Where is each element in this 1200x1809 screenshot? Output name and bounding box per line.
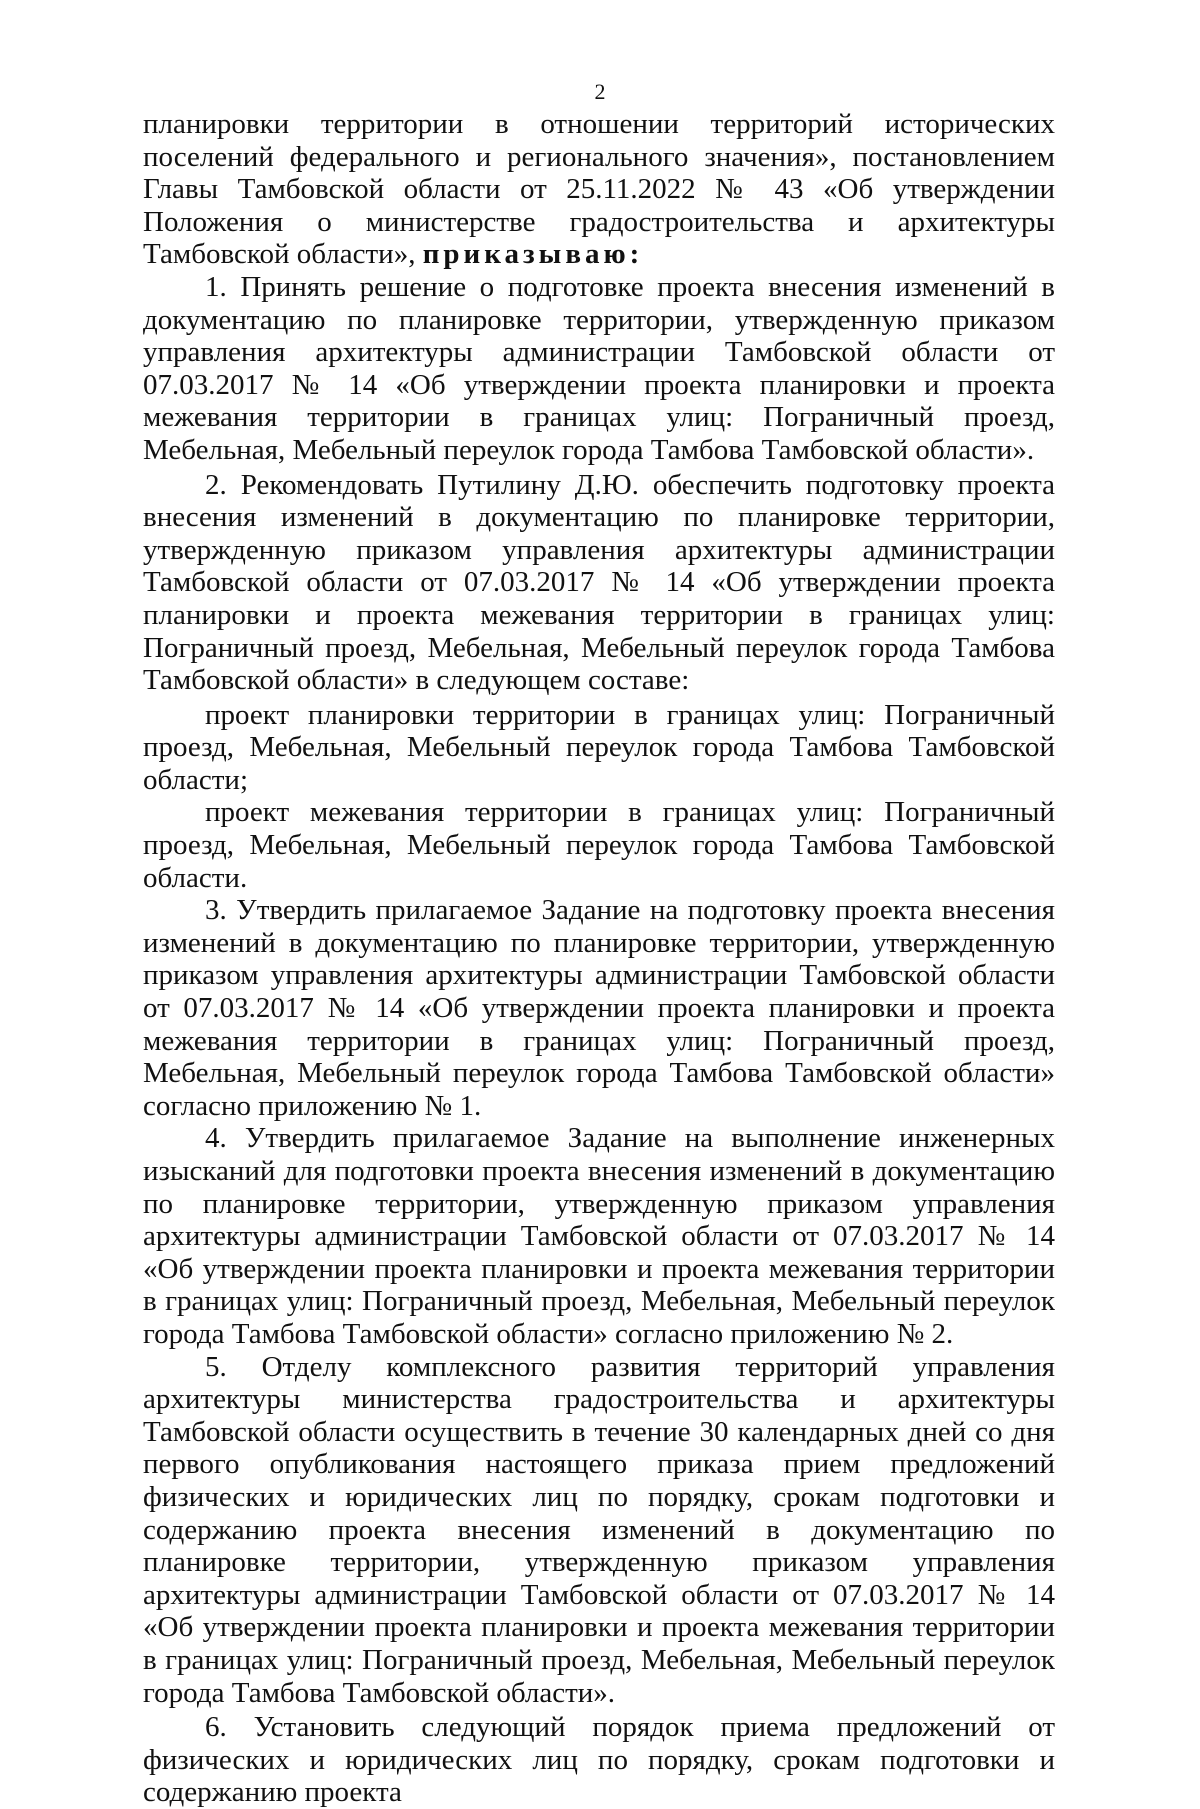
item-2: 2. Рекомендовать Путилину Д.Ю. обеспечить подготовку проекта внесения изменений в документацию по планировке территории, утвержденную приказом управления архитектуры администрации Тамбовской области от 07.03.2017 № 14 «Об утверждении проекта планировки и проекта межевания территории в границах улиц: Пограничный проезд, Мебельная, Мебельный переулок города Тамбова Тамбовской области» в следующем составе: (143, 468, 1055, 697)
item-5: 5. Отделу комплексного развития территорий управления архитектуры министерства градостроительства и архитектуры Тамбовской области осуществить в течение 30 календарных дней со дня первого опубликования настоящего приказа прием предложений физических и юридических лиц по порядку, срокам подготовки и содержанию проекта внесения изменений в документацию по планировке территории, утвержденную приказом управления архитектуры администрации Тамбовской области от 07.03.2017 № 14 «Об утверждении проекта планировки и проекта межевания территории в границах улиц: Пограничный проезд, Мебельная, Мебельный переулок города Тамбова Тамбовской области». (143, 1350, 1055, 1709)
item-2-subitem-surveying: проект межевания территории в границах улиц: Пограничный проезд, Мебельная, Мебельный переулок города Тамбова Тамбовской области. (143, 796, 1055, 894)
item-6: 6. Установить следующий порядок приема предложений от физических и юридических лиц по порядку, срокам подготовки и содержанию проекта (143, 1711, 1055, 1809)
intro-text: планировки территории в отношении территорий исторических поселений федерального и регионального значения», постановлением Главы Тамбовской области от 25.11.2022 № 43 «Об утверждении Положения о министерстве градостроительства и архитектуры Тамбовской области», (143, 108, 1055, 271)
item-4: 4. Утвердить прилагаемое Задание на выполнение инженерных изысканий для подготовки проекта внесения изменений в документацию по планировке территории, утвержденную приказом управления архитектуры администрации Тамбовской области от 07.03.2017 № 14 «Об утверждении проекта планировки и проекта межевания территории в границах улиц: Пограничный проезд, Мебельная, Мебельный переулок города Тамбова Тамбовской области» согласно приложению № 2. (143, 1122, 1055, 1350)
document-body (143, 108, 1055, 1809)
item-1: 1. Принять решение о подготовке проекта внесения изменений в документацию по планировке территории, утвержденную приказом управления архитектуры администрации Тамбовской области от 07.03.2017 № 14 «Об утверждении проекта планировки и проекта межевания территории в границах улиц: Пограничный проезд, Мебельная, Мебельный переулок города Тамбова Тамбовской области». (143, 270, 1055, 466)
page-number: 2 (594, 79, 606, 104)
order-word: приказываю: (422, 238, 644, 271)
intro-paragraph (143, 108, 1055, 271)
item-3: 3. Утвердить прилагаемое Задание на подготовку проекта внесения изменений в документацию по планировке территории, утвержденную приказом управления архитектуры администрации Тамбовской области от 07.03.2017 № 14 «Об утверждении проекта планировки и проекта межевания территории в границах улиц: Пограничный проезд, Мебельная, Мебельный переулок города Тамбова Тамбовской области» согласно приложению № 1. (143, 894, 1055, 1122)
item-2-subitem-planning: проект планировки территории в границах улиц: Пограничный проезд, Мебельная, Мебельный переулок города Тамбова Тамбовской области; (143, 698, 1055, 796)
